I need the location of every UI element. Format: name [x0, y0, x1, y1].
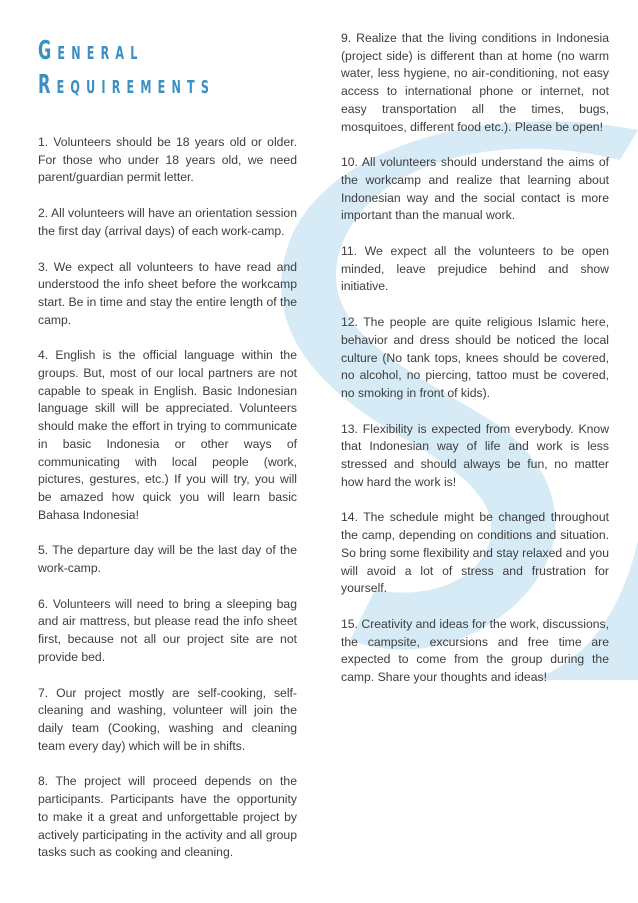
requirement-item: 11. We expect all the volunteers to be open minded, leave prejudice behind and show initiative.: [341, 244, 609, 294]
requirement-item: 1. Volunteers should be 18 years old or older. For those who under 18 years old, we need parent/guardian permit letter.: [38, 135, 297, 185]
page-title: [38, 34, 215, 102]
requirement-item: 9. Realize that the living conditions in Indonesia (project side) is different than at home (no warm water, less hygiene, no air-conditioning, not easy access to international phone or internet, not easy transportation all the times, bugs, mosquitoes, different food etc.). Please be open!: [341, 31, 609, 134]
title-line-1: General: [38, 36, 144, 66]
requirement-item: 13. Flexibility is expected from everybody. Know that Indonesian way of life and work is less stressed and should always be fun, no matter how hard the work is!: [341, 421, 609, 489]
requirement-item: 10. All volunteers should understand the aims of the workcamp and realize that learning about Indonesian way and the social contact is more important than the manual work.: [341, 155, 609, 223]
requirement-item: 2. All volunteers will have an orientation session the first day (arrival days) of each work-camp.: [38, 206, 297, 238]
requirement-item: 4. English is the official language within the groups. But, most of our local partners are not capable to speak in English. Basic Indonesian language skill will be appreciated. Volunteers should make the effort in trying to communicate in basic Indonesia or other ways of communicating with local people (work, pictures, gestures, etc.) If you will try, you will be amazed how quick you will learn basic Bahasa Indonesia!: [38, 348, 297, 522]
requirement-item: 7. Our project mostly are self-cooking, self-cleaning and washing, volunteer will join the daily team (Cooking, washing and cleaning team every day) which will be in shifts.: [38, 685, 297, 753]
requirement-item: 14. The schedule might be changed throughout the camp, depending on conditions and situation. So bring some flexibility and stay relaxed and you will avoid a lot of stress and frustration for yourself.: [341, 510, 609, 596]
requirement-item: 8. The project will proceed depends on the participants. Participants have the opportunity to make it a great and unforgettable project by actively participating in the activity and all group tasks such as cooking and cleaning.: [38, 774, 297, 860]
title-line-2: Requirements: [38, 70, 216, 100]
requirement-item: 12. The people are quite religious Islamic here, behavior and dress should be noticed the local culture (No tank tops, knees should be covered, no alcohol, no piercing, tattoo must be covered, no smoking in front of kids).: [341, 315, 609, 400]
requirement-item: 15. Creativity and ideas for the work, discussions, the campsite, excursions and free time are expected to come from the group during the camp. Share your thoughts and ideas!: [341, 616, 609, 685]
requirement-item: 3. We expect all volunteers to have read and understood the info sheet before the workcamp start. Be in time and stay the entire length of the camp.: [38, 259, 297, 327]
requirement-item: 6. Volunteers will need to bring a sleeping bag and air mattress, but please read the info sheet first, because not all our project site are not provide bed.: [38, 596, 297, 664]
requirement-item: 5. The departure day will be the last day of the work-camp.: [38, 543, 297, 576]
right-column: [341, 30, 609, 705]
left-column: [38, 134, 297, 880]
